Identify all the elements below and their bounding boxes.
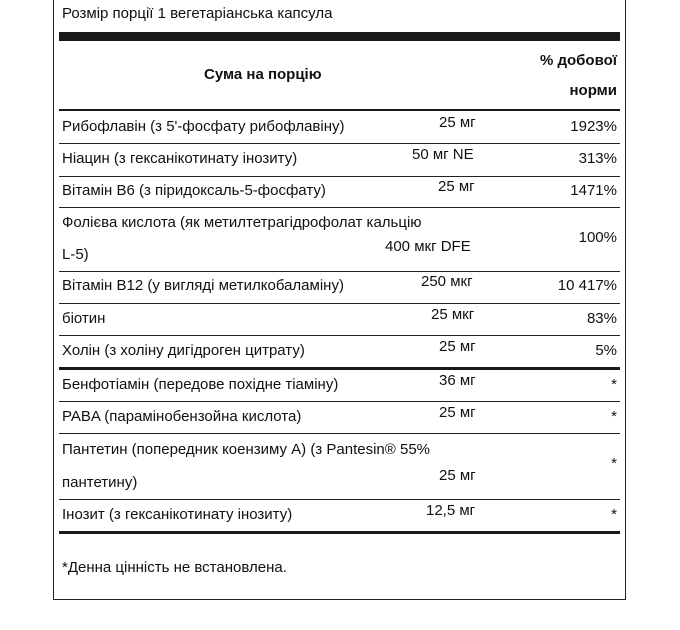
nutrient-daily-value: 100% bbox=[578, 229, 617, 246]
amount-per-serving-header: Сума на порцію bbox=[204, 66, 322, 83]
nutrient-amount: 50 мг NE bbox=[412, 146, 474, 163]
nutrient-name-line2: пантетину) bbox=[62, 474, 138, 491]
nutrient-daily-value: * bbox=[611, 408, 617, 425]
nutrient-amount: 25 мг bbox=[439, 114, 476, 131]
nutrient-row-inositol bbox=[59, 500, 620, 534]
nutrient-name: Рибофлавін (з 5'-фосфату рибофлавіну) bbox=[62, 118, 345, 135]
nutrient-row-benfotiamine bbox=[59, 370, 620, 402]
nutrient-name: Вітамін B6 (з піридоксаль-5-фосфату) bbox=[62, 182, 326, 199]
top-thick-divider bbox=[59, 32, 620, 41]
nutrient-amount: 250 мкг bbox=[421, 273, 473, 290]
nutrient-name: біотин bbox=[62, 310, 106, 327]
nutrient-daily-value: 83% bbox=[586, 310, 617, 327]
nutrient-row-biotin bbox=[59, 304, 620, 336]
nutrient-name: Ніацин (з гексанікотинату інозиту) bbox=[62, 150, 298, 167]
nutrient-name: Вітамін B12 (у вигляді метилкобаламіну) bbox=[62, 277, 344, 294]
nutrient-daily-value: 1471% bbox=[570, 182, 617, 199]
nutrient-row-vitamin-b6 bbox=[59, 177, 620, 208]
nutrient-daily-value: 5% bbox=[595, 342, 617, 359]
nutrient-amount: 400 мкг DFE bbox=[385, 238, 471, 255]
nutrient-amount: 36 мг bbox=[439, 372, 476, 389]
nutrient-amount: 25 мг bbox=[439, 338, 476, 355]
supplement-facts-panel bbox=[53, 0, 626, 600]
nutrient-name: Інозит (з гексанікотинату інозиту) bbox=[62, 506, 293, 523]
footnote: *Денна цінність не встановлена. bbox=[62, 559, 287, 576]
nutrient-amount: 25 мг bbox=[439, 404, 476, 421]
nutrient-row-folic-acid bbox=[59, 208, 620, 272]
nutrient-row-riboflavin bbox=[59, 111, 620, 144]
nutrient-row-pantethine bbox=[59, 434, 620, 500]
nutrient-name-line1: Фолієва кислота (як метилтетрагідрофолат кальцію bbox=[62, 214, 422, 231]
nutrient-row-vitamin-b12 bbox=[59, 272, 620, 304]
nutrient-daily-value: 10 417% bbox=[557, 277, 617, 294]
nutrient-daily-value: * bbox=[611, 376, 617, 393]
nutrient-daily-value: * bbox=[611, 506, 617, 523]
nutrient-amount: 25 мг bbox=[439, 467, 476, 484]
nutrient-name-line2: L-5) bbox=[62, 246, 89, 263]
serving-size: Розмір порції 1 вегетаріанська капсула bbox=[62, 5, 333, 22]
nutrient-name: Бенфотіамін (передове похідне тіаміну) bbox=[62, 376, 339, 393]
nutrient-name: Холін (з холіну дигідроген цитрату) bbox=[62, 342, 305, 359]
nutrient-daily-value: 313% bbox=[578, 150, 617, 167]
nutrient-amount: 12,5 мг bbox=[426, 502, 476, 519]
nutrient-amount: 25 мкг bbox=[431, 306, 475, 323]
nutrient-daily-value: 1923% bbox=[570, 118, 617, 135]
nutrient-row-choline bbox=[59, 336, 620, 370]
nutrient-name-line1: Пантетин (попередник коензиму А) (з Pantesin® 55% bbox=[62, 441, 431, 458]
nutrient-amount: 25 мг bbox=[438, 178, 475, 195]
daily-value-header-line2: норми bbox=[569, 82, 617, 99]
nutrient-daily-value: * bbox=[611, 455, 617, 472]
daily-value-header-line1: % добової bbox=[539, 52, 617, 69]
nutrient-row-paba bbox=[59, 402, 620, 434]
nutrient-name: PABA (парамінобензойна кислота) bbox=[62, 408, 302, 425]
nutrient-row-niacin bbox=[59, 144, 620, 177]
